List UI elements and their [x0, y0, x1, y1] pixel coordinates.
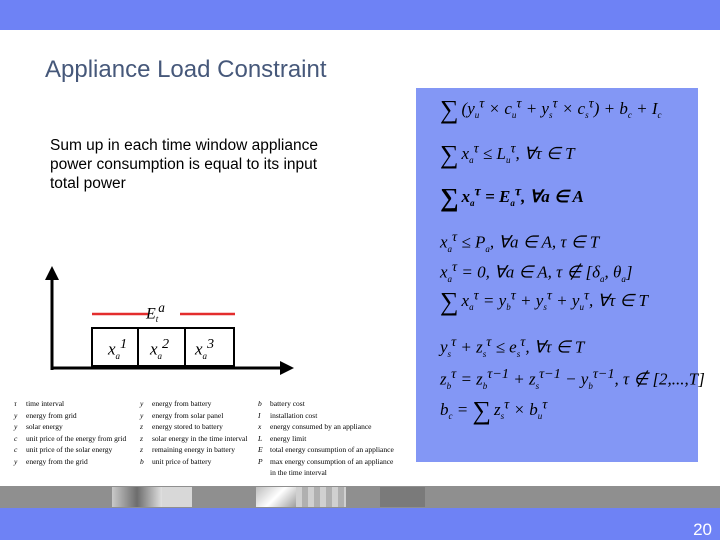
total-energy-formula: ∑ $x_a^\tau = E_a^\tau$, ∀a ∈ A	[440, 183, 584, 212]
legend-row: τ time interval	[14, 399, 65, 408]
legend-row: y energy from battery	[140, 399, 212, 408]
solar-limit-formula: $y_s^\tau + z_s^\tau \le e_s^\tau$, ∀τ ∈ T	[440, 334, 585, 359]
legend-column-2	[140, 398, 247, 467]
legend-row: y energy from grid	[14, 410, 77, 420]
slot-2-label: $x_a^2$	[150, 336, 170, 361]
legend-row: c unit price of the solar energy	[14, 445, 113, 454]
decorative-thumbnail	[112, 487, 162, 507]
time-window-diagram	[30, 260, 300, 380]
legend-row: z energy stored to battery	[140, 422, 223, 431]
decorative-thumbnail	[162, 487, 192, 507]
legend-column-3	[258, 398, 394, 479]
top-header-bar	[0, 0, 720, 30]
legend-row: P max energy consumption of an appliance	[258, 456, 394, 466]
legend-row: I installation cost	[258, 410, 318, 420]
bottom-image-strip	[0, 486, 720, 508]
legend-row: z remaining energy in battery	[140, 445, 235, 454]
zero-outside-window-formula: $x_a^\tau = 0$, ∀a ∈ A, τ ∉ [$\delta_a$, $\theta_a$]	[440, 259, 633, 284]
supply-balance-formula: ∑ $x_a^\tau = y_b^\tau + y_s^\tau + y_u^\tau$, ∀τ ∈ T	[440, 287, 648, 316]
bottom-footer-bar	[0, 508, 720, 540]
legend-row: L energy limit	[258, 433, 307, 443]
legend-column-1	[14, 398, 126, 467]
energy-limit-formula: ∑ $x_a^\tau \le L_u^\tau$, ∀τ ∈ T	[440, 140, 575, 169]
legend-row: b unit price of battery	[140, 456, 212, 466]
legend-row: z solar energy in the time interval	[140, 433, 248, 443]
x-axis-arrowhead	[280, 361, 294, 375]
legend-row: b battery cost	[258, 399, 305, 408]
total-power-label: $E_t^a$	[146, 300, 165, 325]
page-number: 20	[693, 520, 712, 539]
legend-row: c unit price of the energy from grid	[14, 433, 127, 443]
legend-row: y solar energy	[14, 422, 63, 431]
battery-cost-formula: $b_c$ = ∑ $z_s^\tau \times b_u^\tau$	[440, 396, 548, 425]
decorative-thumbnail	[380, 487, 425, 507]
decorative-thumbnail	[296, 487, 346, 507]
decorative-thumbnail	[256, 487, 296, 507]
objective-formula: ∑ $(y_u^\tau \times c_u^\tau + y_s^\tau \times c_s^\tau) + b_c + I_c$	[440, 95, 662, 124]
slide-title: Appliance Load Constraint	[45, 56, 327, 83]
legend-row: y energy from the grid	[14, 456, 88, 466]
legend-row: in the time interval	[270, 468, 327, 477]
max-power-formula: $x_a^\tau \le P_a$, ∀a ∈ A, τ ∈ T	[440, 229, 600, 254]
legend-row: E total energy consumption of an appliance	[258, 445, 394, 454]
slot-1-label: $x_a^1$	[108, 336, 128, 361]
battery-state-formula: $z_b^\tau = z_b^{\tau-1} + z_s^{\tau-1} - y_b^{\tau-1}$, τ ∉ [2,...,T]	[440, 366, 705, 391]
legend-row: y energy from solar panel	[140, 410, 224, 420]
legend-row: x energy consumed by an appliance	[258, 422, 372, 431]
slot-3-label: $x_a^3$	[195, 336, 215, 361]
y-axis-arrowhead	[45, 266, 59, 280]
slide-body-text: Sum up in each time window appliance power consumption is equal to its input total power	[50, 137, 318, 192]
